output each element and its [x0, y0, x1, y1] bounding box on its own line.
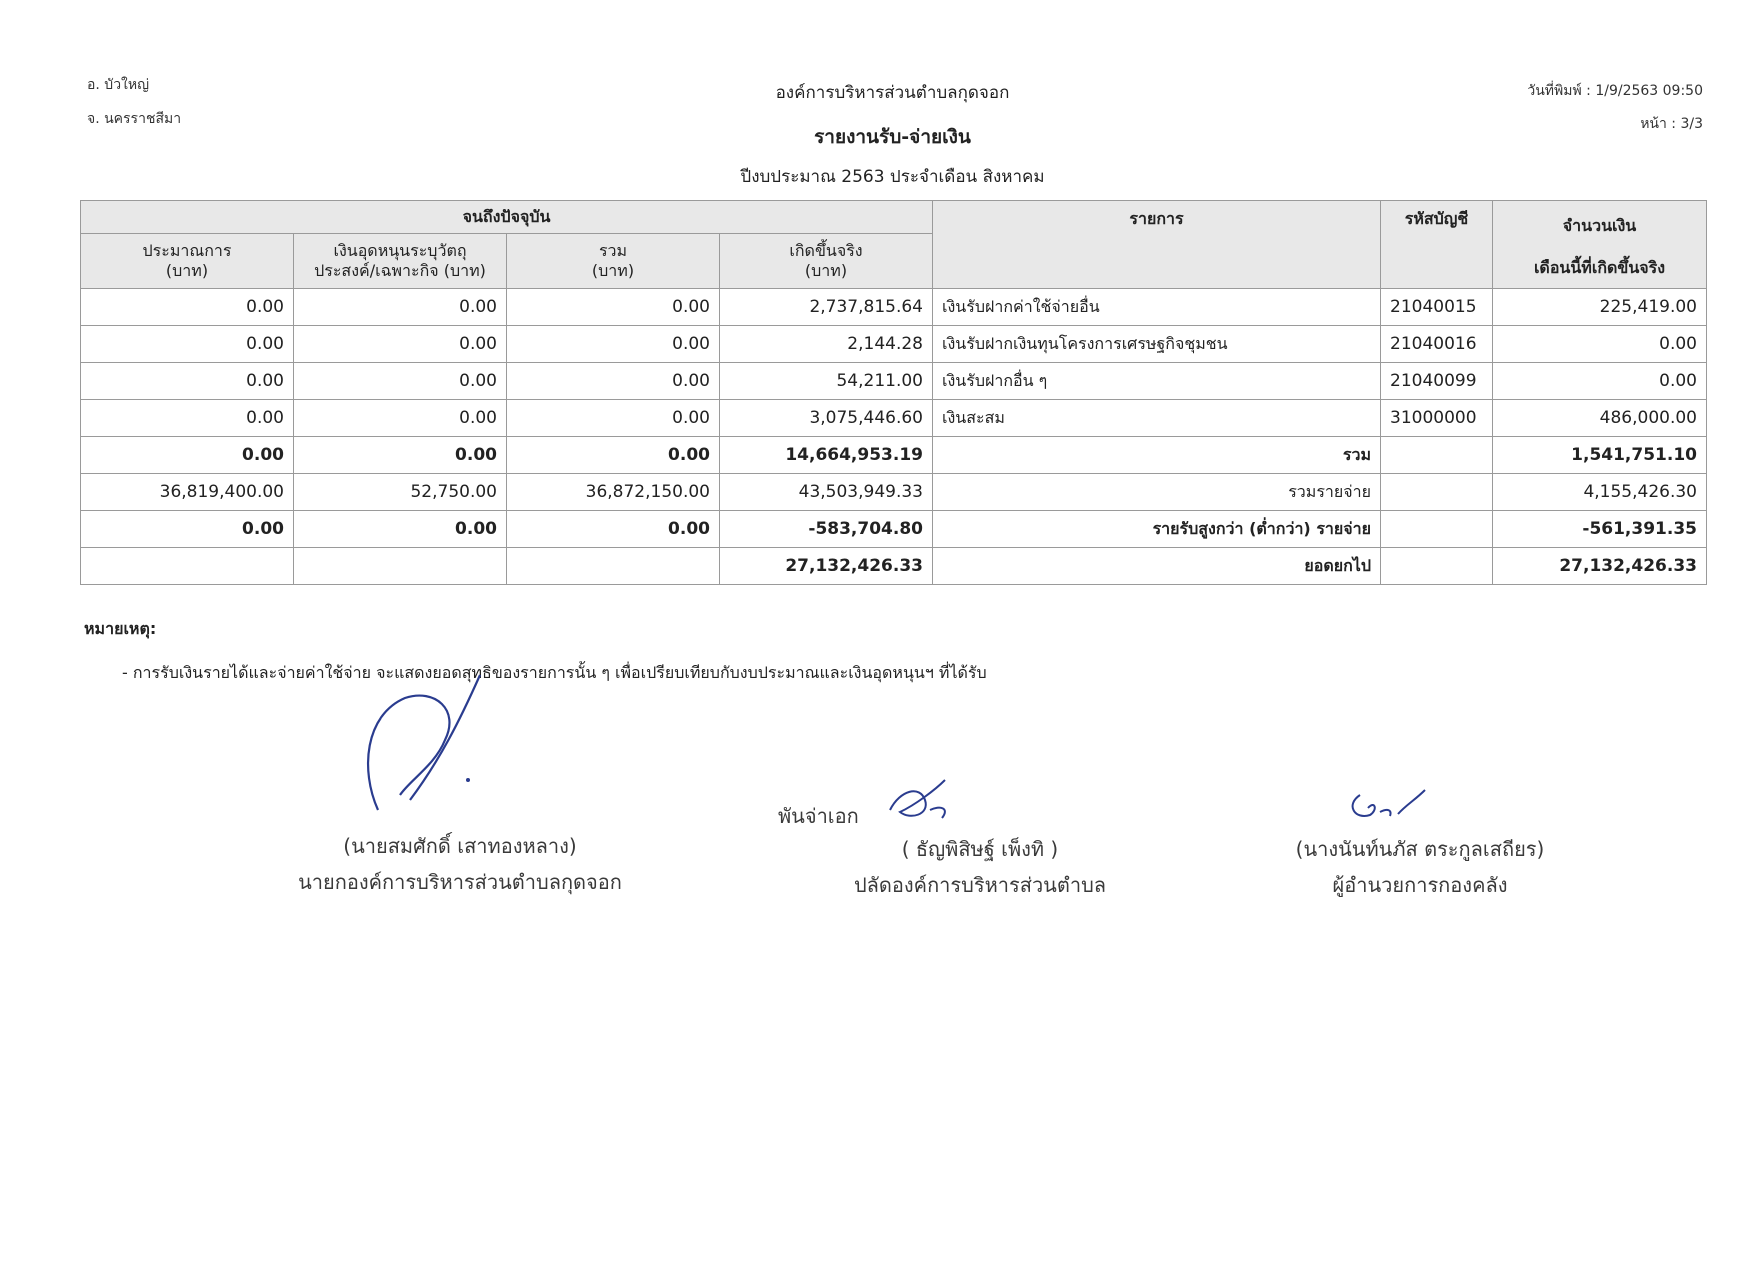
diff-label: รายรับสูงกว่า (ต่ำกว่า) รายจ่าย [933, 511, 1381, 548]
signature-2-rank: พันจ่าเอก [778, 804, 859, 828]
table-row [81, 326, 1707, 363]
col-total-line2: (บาท) [591, 261, 635, 280]
cell-total: 0.00 [507, 326, 720, 363]
notes-heading: หมายเหตุ: [84, 619, 157, 638]
cell-month: 225,419.00 [1493, 289, 1707, 326]
sum-estimate: 0.00 [81, 437, 294, 474]
sum-total: 0.00 [507, 437, 720, 474]
col-subsidy-header [294, 234, 507, 289]
cell-estimate: 0.00 [81, 400, 294, 437]
sum-subsidy: 0.00 [294, 437, 507, 474]
cell-item: เงินรับฝากค่าใช้จ่ายอื่น [933, 289, 1381, 326]
report-title: รายงานรับ-จ่ายเงิน [814, 126, 971, 148]
report-table [80, 200, 1707, 585]
table-row [81, 363, 1707, 400]
diff-subsidy: 0.00 [294, 511, 507, 548]
col-item-header: รายการ [933, 201, 1381, 289]
province-label: จ. นครราชสีมา [87, 111, 182, 127]
expense-row [81, 474, 1707, 511]
cell-actual: 2,144.28 [720, 326, 933, 363]
sum-month: 1,541,751.10 [1493, 437, 1707, 474]
table-row [81, 289, 1707, 326]
col-actual-header [720, 234, 933, 289]
diff-row [81, 511, 1707, 548]
col-actual-line2: (บาท) [804, 261, 848, 280]
cell-total: 0.00 [507, 289, 720, 326]
diff-total: 0.00 [507, 511, 720, 548]
cell-estimate: 0.00 [81, 363, 294, 400]
sum-code-empty [1381, 437, 1493, 474]
col-estimate-line2: (บาท) [165, 261, 209, 280]
expense-code-empty [1381, 474, 1493, 511]
cell-estimate: 0.00 [81, 326, 294, 363]
sum-actual: 14,664,953.19 [720, 437, 933, 474]
carry-subsidy-empty [294, 548, 507, 585]
col-code-header: รหัสบัญชี [1381, 201, 1493, 289]
col-estimate-header [81, 234, 294, 289]
signature-mark-2 [880, 770, 960, 830]
district-label: อ. บัวใหญ่ [87, 77, 150, 93]
print-date: วันที่พิมพ์ : 1/9/2563 09:50 [1527, 83, 1703, 99]
cell-subsidy: 0.00 [294, 400, 507, 437]
col-amount-header [1493, 201, 1707, 289]
col-subsidy-line2: ประสงค์/เฉพาะกิจ (บาท) [314, 261, 486, 280]
diff-actual: -583,704.80 [720, 511, 933, 548]
expense-label: รวมรายจ่าย [933, 474, 1381, 511]
signature-2-title: ปลัดองค์การบริหารส่วนตำบล [853, 873, 1107, 897]
carry-month: 27,132,426.33 [1493, 548, 1707, 585]
signature-2-name: ( ธัญพิสิษฐ์ เพ็งทิ ) [901, 837, 1059, 861]
cell-subsidy: 0.00 [294, 363, 507, 400]
signature-3-name: (นางนันท์นภัส ตระกูลเสถียร) [1295, 837, 1545, 861]
cell-actual: 54,211.00 [720, 363, 933, 400]
carry-row [81, 548, 1707, 585]
expense-subsidy: 52,750.00 [294, 474, 507, 511]
carry-estimate-empty [81, 548, 294, 585]
signature-3-title: ผู้อำนวยการกองคลัง [1332, 873, 1508, 897]
cell-month: 486,000.00 [1493, 400, 1707, 437]
diff-code-empty [1381, 511, 1493, 548]
group-header: จนถึงปัจจุบัน [81, 201, 933, 234]
cell-item: เงินรับฝากเงินทุนโครงการเศรษฐกิจชุมชน [933, 326, 1381, 363]
cell-item: เงินรับฝากอื่น ๆ [933, 363, 1381, 400]
col-total-line1: รวม [598, 241, 628, 260]
diff-month: -561,391.35 [1493, 511, 1707, 548]
cell-code: 31000000 [1381, 400, 1493, 437]
col-amount-top: จำนวนเงิน [1562, 215, 1637, 235]
cell-actual: 2,737,815.64 [720, 289, 933, 326]
col-amount-bottom: เดือนนี้ที่เกิดขึ้นจริง [1533, 257, 1666, 277]
col-estimate-line1: ประมาณการ [142, 241, 232, 260]
cell-subsidy: 0.00 [294, 289, 507, 326]
carry-code-empty [1381, 548, 1493, 585]
notes-line: - การรับเงินรายได้และจ่ายค่าใช้จ่าย จะแสดงยอดสุทธิของรายการนั้น ๆ เพื่อเปรียบเทียบกับงบประมาณและเงินอุดหนุนฯ ที่ได้รับ [122, 663, 987, 682]
cell-month: 0.00 [1493, 363, 1707, 400]
cell-actual: 3,075,446.60 [720, 400, 933, 437]
cell-subsidy: 0.00 [294, 326, 507, 363]
expense-actual: 43,503,949.33 [720, 474, 933, 511]
carry-actual: 27,132,426.33 [720, 548, 933, 585]
cell-code: 21040015 [1381, 289, 1493, 326]
report-subtitle: ปีงบประมาณ 2563 ประจำเดือน สิงหาคม [740, 167, 1045, 187]
cell-item: เงินสะสม [933, 400, 1381, 437]
cell-code: 21040099 [1381, 363, 1493, 400]
header-row-1 [81, 201, 1707, 234]
expense-total: 36,872,150.00 [507, 474, 720, 511]
organization-name: องค์การบริหารส่วนตำบลกุดจอก [775, 83, 1010, 103]
diff-estimate: 0.00 [81, 511, 294, 548]
cell-month: 0.00 [1493, 326, 1707, 363]
carry-total-empty [507, 548, 720, 585]
expense-month: 4,155,426.30 [1493, 474, 1707, 511]
sum-row [81, 437, 1707, 474]
col-actual-line1: เกิดขึ้นจริง [789, 241, 863, 260]
table-row [81, 400, 1707, 437]
carry-label: ยอดยกไป [933, 548, 1381, 585]
signature-mark-1 [350, 670, 510, 820]
sum-label: รวม [933, 437, 1381, 474]
signature-1-name: (นายสมศักดิ์ เสาทองหลาง) [343, 834, 577, 858]
cell-total: 0.00 [507, 400, 720, 437]
col-subsidy-line1: เงินอุดหนุนระบุวัตถุ [333, 241, 467, 260]
cell-code: 21040016 [1381, 326, 1493, 363]
col-total-header [507, 234, 720, 289]
expense-estimate: 36,819,400.00 [81, 474, 294, 511]
cell-total: 0.00 [507, 363, 720, 400]
cell-estimate: 0.00 [81, 289, 294, 326]
page-number: หน้า : 3/3 [1640, 116, 1703, 132]
signature-mark-3 [1340, 780, 1430, 830]
signature-1-title: นายกองค์การบริหารส่วนตำบลกุดจอก [298, 870, 622, 894]
